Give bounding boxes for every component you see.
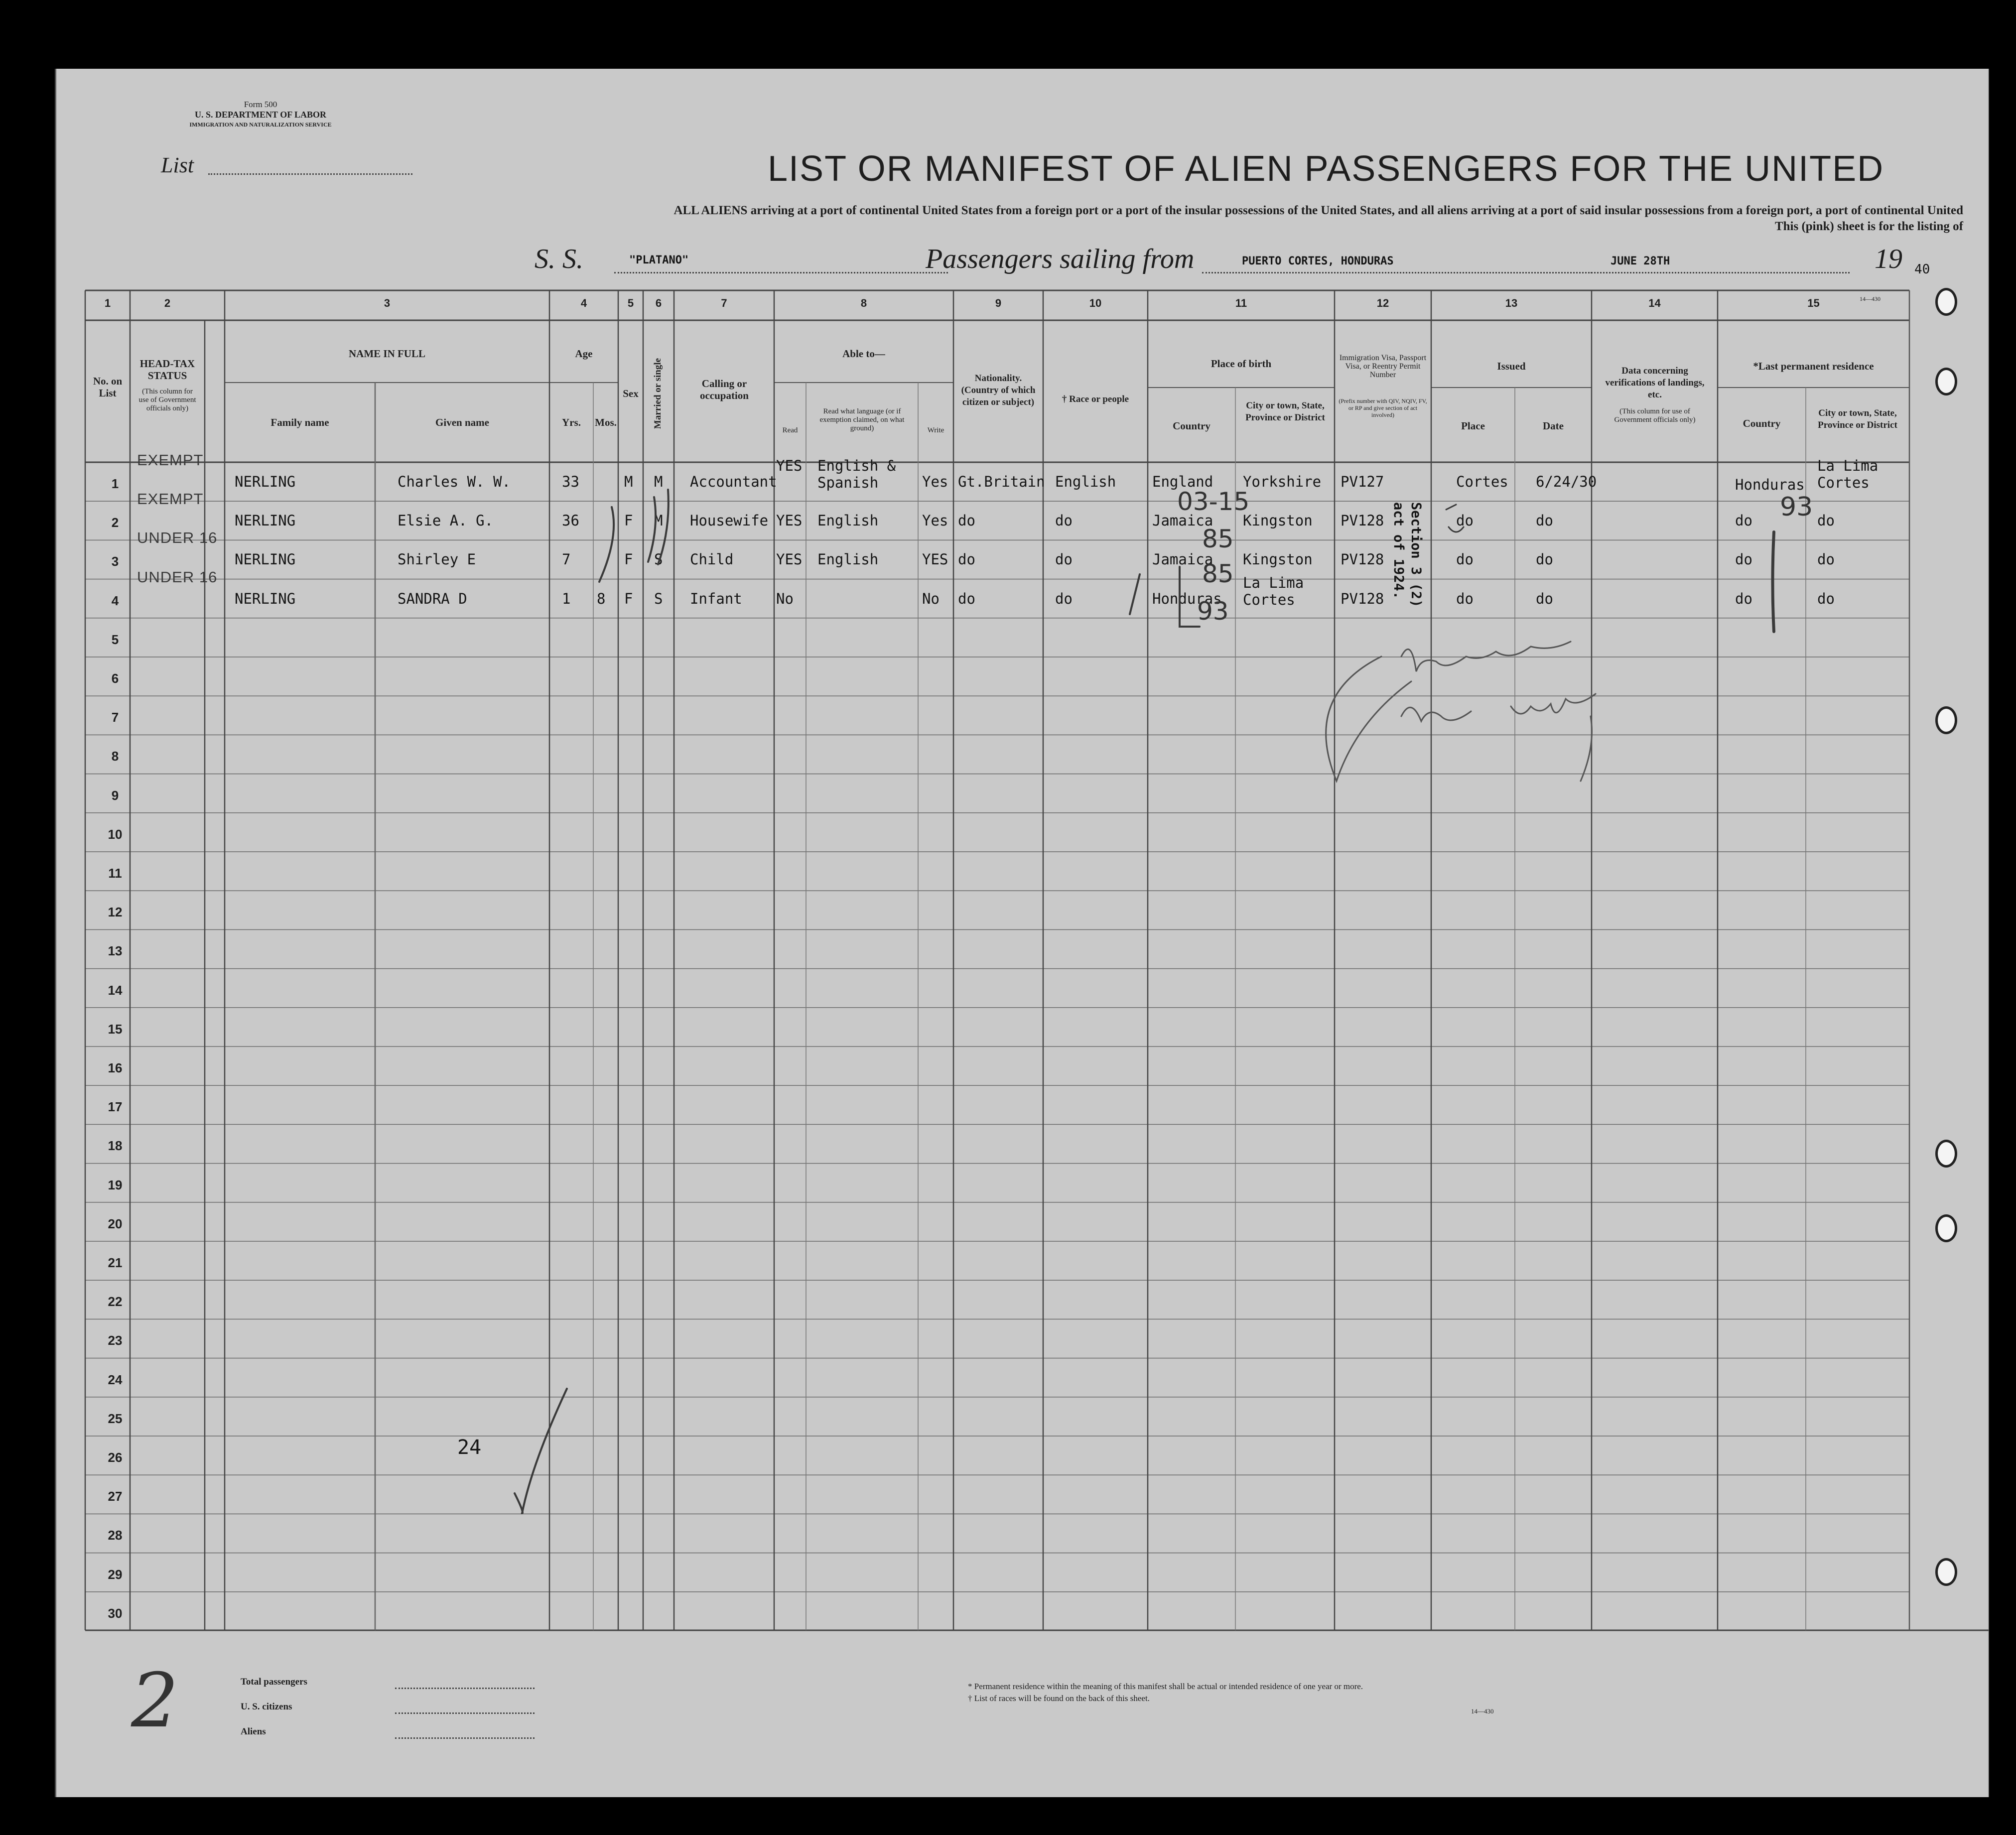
row-number: 6: [111, 671, 119, 686]
footer-note-races: † List of races will be found on the back of this sheet.: [968, 1694, 1150, 1703]
ship-name: "PLATANO": [629, 254, 689, 266]
residence-city: do: [1817, 551, 1835, 568]
can-read: YES: [776, 457, 803, 474]
row-number: 18: [108, 1138, 123, 1154]
row-number: 21: [108, 1255, 123, 1270]
column-number-7: 7: [721, 297, 727, 309]
header-able-to: Able to—: [842, 348, 885, 360]
row-number: 30: [108, 1605, 123, 1621]
header-calling: Calling or occupation: [699, 378, 749, 401]
footer-total-passengers-label: Total passengers: [241, 1677, 307, 1687]
family-name: NERLING: [235, 512, 296, 529]
nationality: do: [958, 590, 975, 607]
head-tax-status: UNDER 16: [137, 568, 218, 586]
residence-city-line-2: Cortes: [1817, 474, 1870, 491]
header-read-language: Read what language (or if exemption claimed, on what ground): [819, 407, 905, 432]
column-number-13: 13: [1505, 297, 1518, 309]
header-data-landings: Data concerning verifications of landings, etc.: [1605, 366, 1705, 400]
row-number: 4: [111, 593, 119, 608]
header-residence-city: City or town, State, Province or District: [1818, 408, 1897, 430]
header-form-code: 14—430: [1860, 295, 1881, 302]
column-number-9: 9: [995, 297, 1002, 309]
footer-aliens-blank: [395, 1737, 535, 1739]
header-age-months: Mos.: [595, 416, 617, 428]
family-name: NERLING: [235, 590, 296, 607]
header-given-name: Given name: [435, 416, 489, 428]
residence-country: do: [1735, 512, 1752, 529]
column-number-3: 3: [384, 297, 391, 309]
given-name: SANDRA D: [398, 590, 467, 607]
footer-note-residence: * Permanent residence within the meaning of this manifest shall be actual or intended residence of one year or more.: [968, 1682, 1363, 1691]
column-number-14: 14: [1648, 297, 1661, 309]
binder-hole-3: [1935, 706, 1957, 734]
row-number: 28: [108, 1528, 123, 1543]
issued-place: do: [1456, 512, 1474, 529]
marital-status: M: [654, 473, 663, 490]
row-number: 16: [108, 1060, 123, 1075]
sex: F: [624, 551, 633, 568]
row-number: 10: [108, 826, 123, 842]
sailing-label: Passengers sailing from: [926, 244, 1195, 274]
header-head-tax: HEAD-TAX STATUS: [139, 358, 195, 382]
age-months: 8: [597, 590, 606, 607]
birth-country: Honduras: [1152, 590, 1222, 607]
header-race: † Race or people: [1062, 394, 1129, 404]
row-number: 23: [108, 1333, 123, 1348]
page-count: 24: [457, 1436, 482, 1459]
residence-country: do: [1735, 590, 1752, 607]
residence-country: Honduras: [1735, 476, 1805, 493]
can-write: YES: [922, 551, 948, 568]
birth-code-3: 85: [1202, 559, 1234, 588]
header-head-tax-note: (This column for use of Government officials only): [138, 388, 196, 412]
row-number: 5: [111, 632, 119, 647]
head-tax-status: EXEMPT: [137, 451, 204, 469]
footer-us-citizens-label: U. S. citizens: [241, 1702, 292, 1712]
subtitle-line-2: This (pink) sheet is for the listing of: [1774, 220, 1963, 233]
visa-number: PV128: [1341, 551, 1384, 568]
subtitle-line-1: ALL ALIENS arriving at a port of continental United States from a foreign port or a port of the insular possessions of the United States, and all aliens arriving at a port of said insular possessions from a foreign port, a port of continental United: [673, 204, 1963, 217]
column-number-8: 8: [860, 297, 867, 309]
sex: M: [624, 473, 633, 490]
can-write: No: [922, 590, 940, 607]
race: do: [1055, 590, 1073, 607]
family-name: NERLING: [235, 551, 296, 568]
issued-date: do: [1536, 512, 1553, 529]
departure-date: JUNE 28TH: [1611, 255, 1670, 267]
given-name: Shirley E: [398, 551, 476, 568]
read-language: English: [817, 551, 879, 568]
birth-country: Jamaica: [1152, 512, 1213, 529]
header-residence-country: Country: [1743, 417, 1781, 429]
header-data-note: (This column for use of Government officials only): [1614, 407, 1696, 424]
occupation: Accountant: [690, 473, 777, 490]
margin-mark: 2: [131, 1658, 179, 1744]
header-birth-country: Country: [1173, 420, 1210, 432]
row-number: 2: [111, 515, 119, 530]
row-number: 29: [108, 1567, 123, 1582]
read-language: English &: [817, 457, 896, 474]
footer-form-code: 14—430: [1471, 1707, 1494, 1715]
nationality: do: [958, 512, 975, 529]
column-number-10: 10: [1089, 297, 1102, 309]
row-number: 19: [108, 1177, 123, 1192]
occupation: Housewife: [690, 512, 769, 529]
row-number: 24: [108, 1372, 123, 1387]
marital-status: S: [654, 551, 663, 568]
manifest-title: LIST OR MANIFEST OF ALIEN PASSENGERS FOR THE UNITED: [768, 149, 1884, 189]
age-years: 7: [562, 551, 571, 568]
row-number: 27: [108, 1489, 123, 1504]
issued-place: Cortes: [1456, 473, 1508, 490]
column-number-2: 2: [164, 297, 171, 309]
header-visa-note: (Prefix number with QIV, NQIV, FV, or RP and give section of act involved): [1339, 397, 1427, 418]
footer-us-citizens-blank: [395, 1712, 535, 1714]
header-name-in-full: NAME IN FULL: [348, 348, 425, 360]
binder-hole-2: [1935, 368, 1957, 395]
header-read: Read: [782, 426, 798, 434]
pencil-marks: [56, 69, 1989, 1797]
row-number: 20: [108, 1216, 123, 1231]
column-number-1: 1: [104, 297, 111, 309]
footer-total-passengers-blank: [395, 1688, 535, 1689]
birth-city: Kingston: [1243, 512, 1313, 529]
issued-place: do: [1456, 590, 1474, 607]
row-number: 9: [111, 787, 119, 803]
manifest-sheet: [55, 69, 1989, 1797]
column-number-6: 6: [655, 297, 662, 309]
row-number: 7: [111, 710, 119, 725]
column-number-5: 5: [627, 297, 634, 309]
birth-country: England: [1152, 473, 1213, 490]
ss-label: S. S.: [535, 244, 583, 274]
marital-status: M: [654, 512, 663, 529]
list-label: List: [161, 153, 194, 177]
row-number: 17: [108, 1099, 123, 1115]
sex: F: [624, 512, 633, 529]
section-note-1: Section 3 (2): [1408, 502, 1424, 608]
birth-code-2: 85: [1202, 524, 1234, 553]
service-name: IMMIGRATION AND NATURALIZATION SERVICE: [189, 121, 332, 128]
row-number: 14: [108, 982, 123, 998]
residence-city: do: [1817, 512, 1835, 529]
issued-date: do: [1536, 551, 1553, 568]
departure-port: PUERTO CORTES, HONDURAS: [1242, 255, 1394, 267]
department-name: U. S. DEPARTMENT OF LABOR: [194, 110, 327, 120]
header-age: Age: [575, 348, 593, 360]
column-number-15: 15: [1807, 297, 1820, 309]
read-language-line-2: Spanish: [817, 474, 879, 491]
header-family-name: Family name: [270, 416, 329, 428]
header-issued-place: Place: [1461, 420, 1485, 432]
issued-date: do: [1536, 590, 1553, 607]
sex: F: [624, 590, 633, 607]
year-prefix: 19: [1875, 244, 1902, 274]
birth-city: Yorkshire: [1243, 473, 1322, 490]
age-years: 33: [562, 473, 579, 490]
head-tax-status: EXEMPT: [137, 490, 204, 508]
column-number-12: 12: [1376, 297, 1389, 309]
given-name: Elsie A. G.: [398, 512, 494, 529]
can-read: YES: [776, 512, 803, 529]
residence-country: do: [1735, 551, 1752, 568]
binder-hole-5: [1935, 1214, 1957, 1242]
can-write: Yes: [922, 512, 948, 529]
issued-date: 6/24/30: [1536, 473, 1597, 490]
header-no-on-list: No. on List: [93, 375, 123, 399]
row-number: 26: [108, 1450, 123, 1465]
header-age-years: Yrs.: [562, 416, 581, 428]
birth-code-4: 93: [1197, 597, 1229, 626]
visa-number: PV127: [1341, 473, 1384, 490]
birth-city: La Lima: [1243, 574, 1304, 591]
footer-aliens-label: Aliens: [241, 1726, 266, 1737]
birth-code-1: 03-15: [1177, 487, 1250, 516]
column-number-4: 4: [580, 297, 587, 309]
marital-status: S: [654, 590, 663, 607]
visa-number: PV128: [1341, 590, 1384, 607]
residence-code: 93: [1780, 492, 1813, 522]
header-residence: *Last permanent residence: [1753, 360, 1874, 372]
occupation: Child: [690, 551, 734, 568]
header-issued: Issued: [1497, 360, 1526, 372]
year-suffix: 40: [1914, 262, 1930, 277]
birth-city-line-2: Cortes: [1243, 591, 1295, 608]
header-place-of-birth: Place of birth: [1210, 358, 1272, 370]
header-married-single: Married or single: [653, 358, 663, 429]
issued-place: do: [1456, 551, 1474, 568]
row-number: 13: [108, 943, 123, 959]
row-number: 15: [108, 1021, 123, 1037]
row-number: 22: [108, 1294, 123, 1310]
race: do: [1055, 551, 1073, 568]
race: English: [1055, 473, 1116, 490]
race: do: [1055, 512, 1073, 529]
nationality: Gt.Britain: [958, 473, 1045, 490]
given-name: Charles W. W.: [398, 473, 511, 490]
birth-country: Jamaica: [1152, 551, 1213, 568]
column-number-11: 11: [1235, 297, 1247, 309]
header-sex: Sex: [623, 388, 639, 399]
visa-number: PV128: [1341, 512, 1384, 529]
residence-city: La Lima: [1817, 457, 1879, 474]
header-issued-date: Date: [1543, 420, 1564, 432]
age-years: 1: [562, 590, 571, 607]
can-read: YES: [776, 551, 803, 568]
header-nationality: Nationality. (Country of which citizen or subject): [961, 373, 1036, 407]
can-write: Yes: [922, 473, 948, 490]
read-language: English: [817, 512, 879, 529]
age-years: 36: [562, 512, 579, 529]
row-number: 3: [111, 554, 119, 569]
can-read: No: [776, 590, 794, 607]
header-visa: Immigration Visa, Passport Visa, or Reentry Permit Number: [1339, 354, 1427, 379]
binder-hole-1: [1935, 288, 1957, 316]
header-write: Write: [927, 426, 944, 434]
row-number: 11: [108, 866, 122, 881]
form-number: Form 500: [244, 100, 277, 109]
head-tax-status: UNDER 16: [137, 529, 218, 547]
row-number: 1: [111, 476, 119, 491]
header-birth-city: City or town, State, Province or District: [1245, 400, 1325, 423]
binder-hole-4: [1935, 1140, 1957, 1168]
section-note-2: act of 1924.: [1391, 502, 1406, 600]
binder-hole-6: [1935, 1558, 1957, 1586]
birth-city: Kingston: [1243, 551, 1313, 568]
residence-city: do: [1817, 590, 1835, 607]
occupation: Infant: [690, 590, 742, 607]
nationality: do: [958, 551, 975, 568]
row-number: 25: [108, 1411, 123, 1426]
row-number: 12: [108, 905, 123, 920]
family-name: NERLING: [235, 473, 296, 490]
row-number: 8: [111, 749, 119, 764]
